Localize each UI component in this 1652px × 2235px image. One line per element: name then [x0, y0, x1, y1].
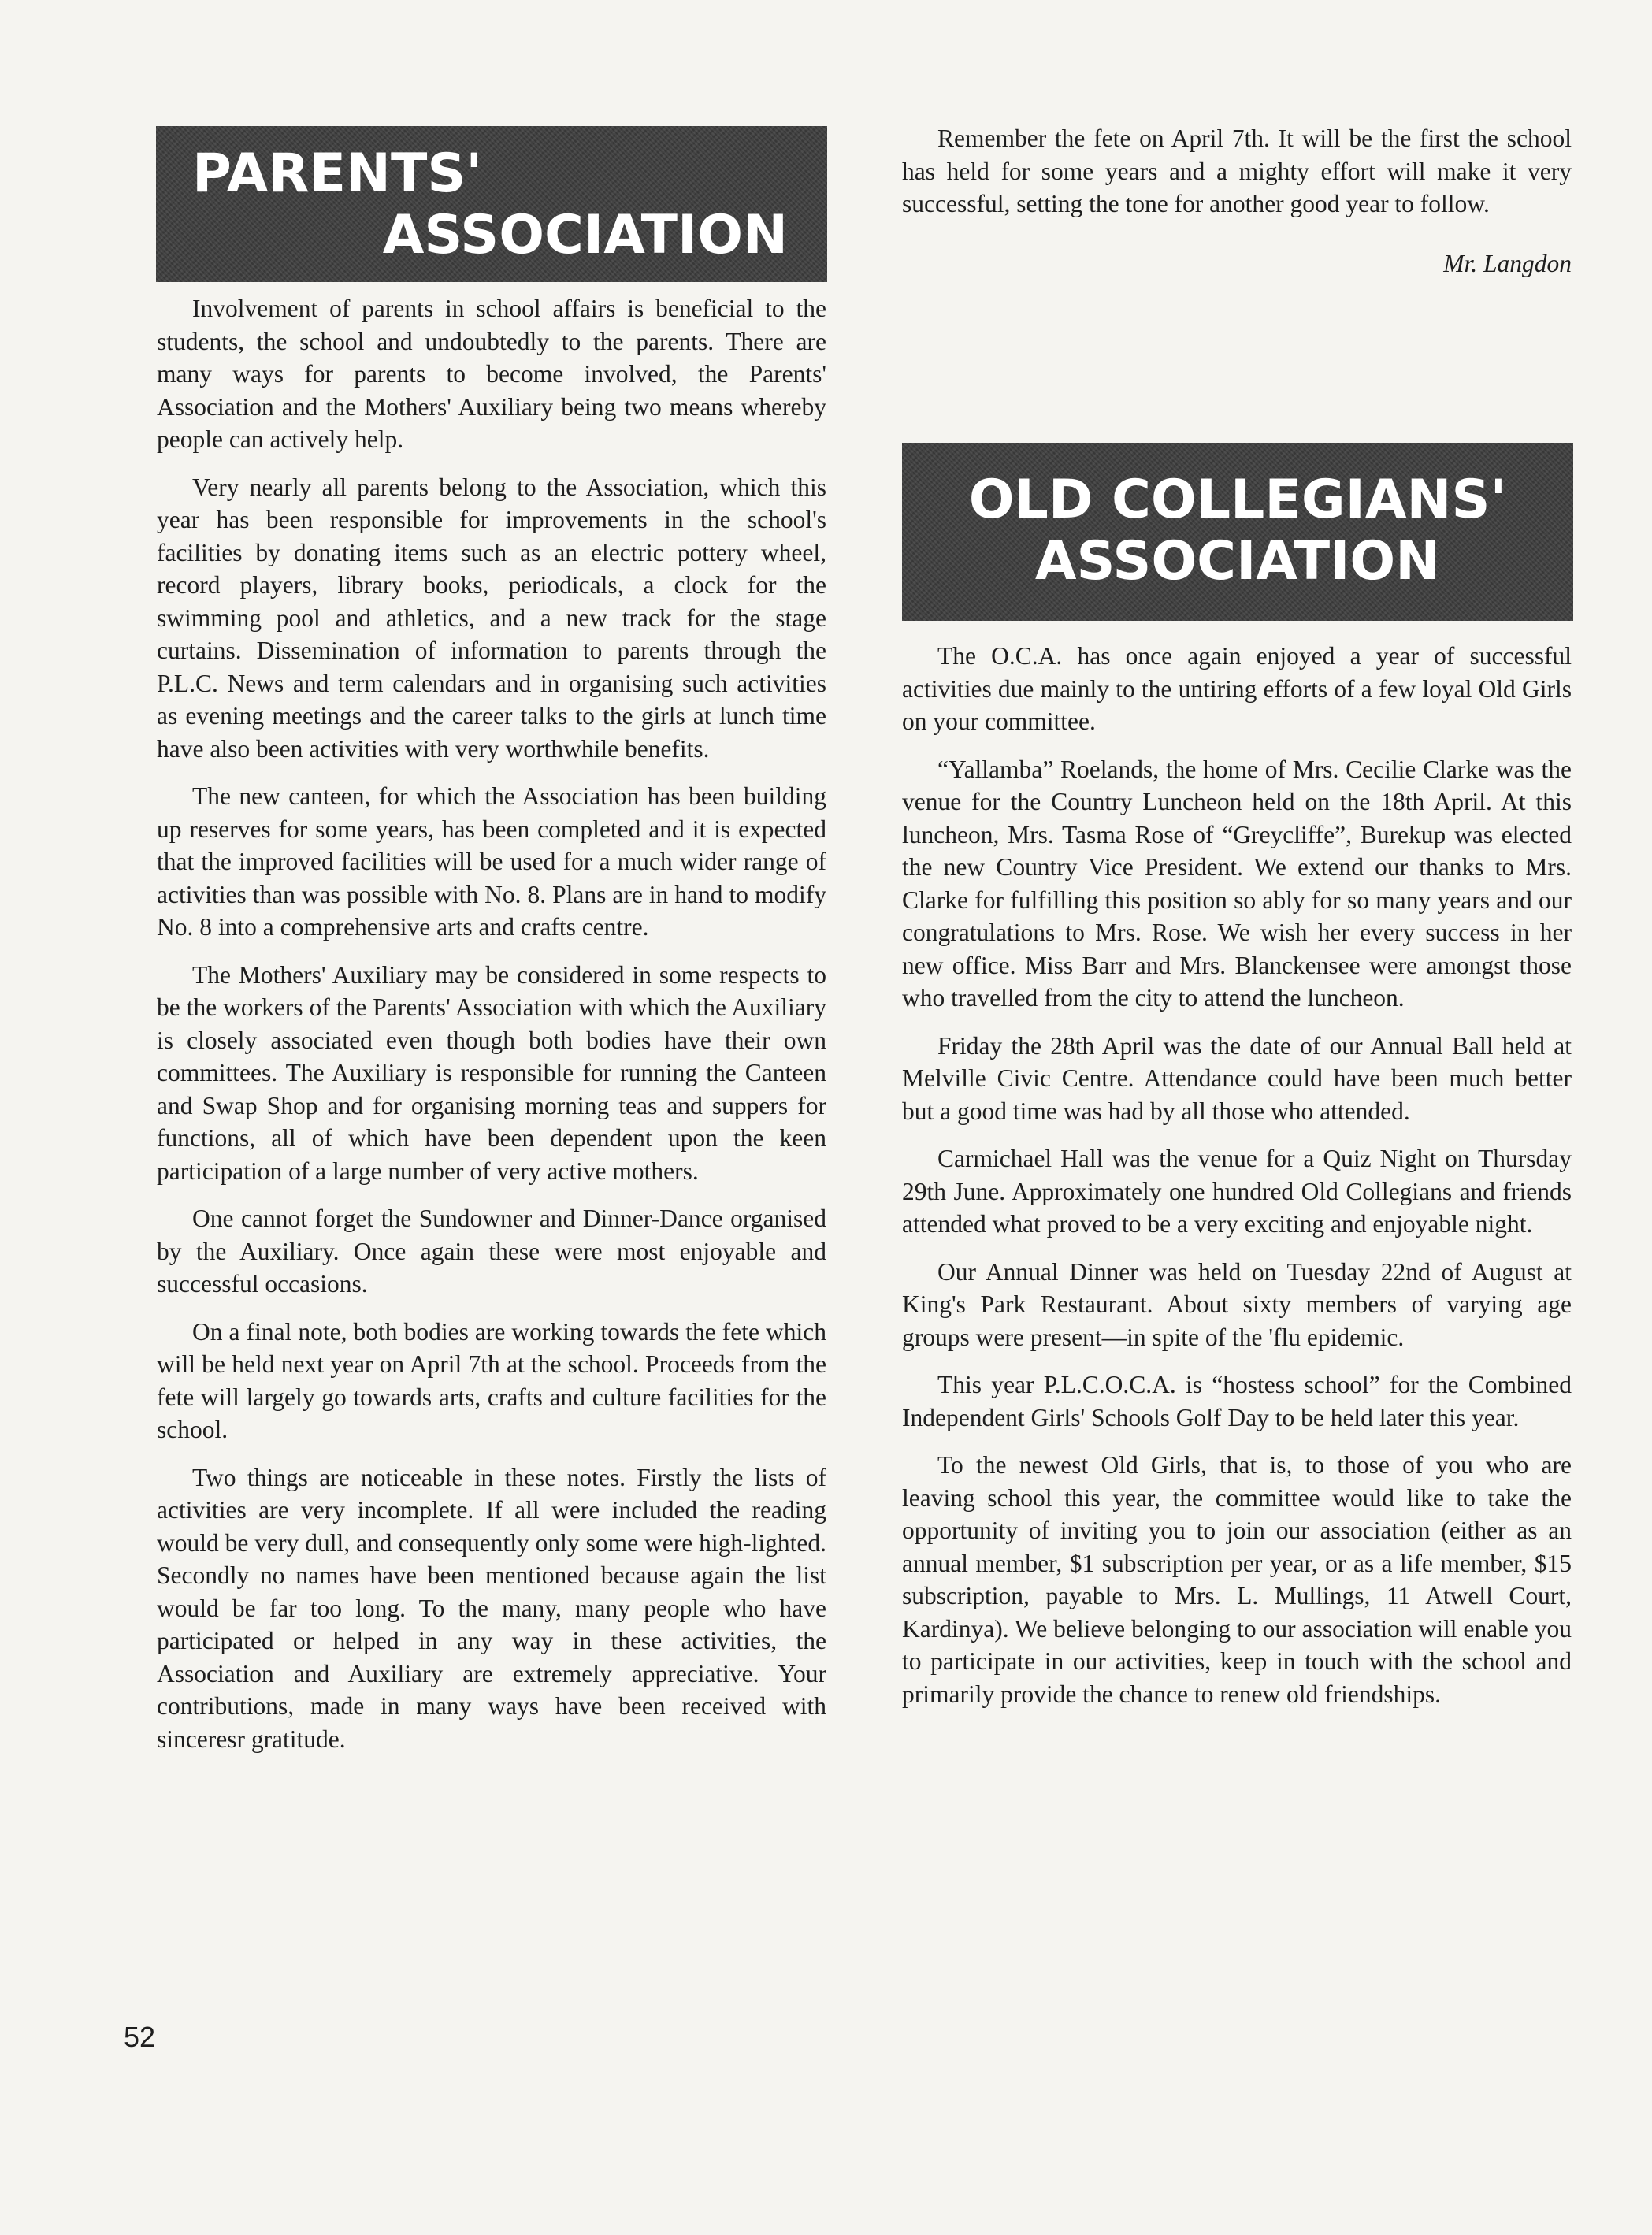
parents-association-body — [157, 292, 826, 1755]
parents-paragraph: Remember the fete on April 7th. It will be the first the school has held for some years and a mighty effort will make it very successful, setting the tone for another good year to follow. — [902, 124, 1572, 217]
parents-heading-line2: ASSOCIATION — [382, 204, 788, 266]
oca-paragraph: To the newest Old Girls, that is, to those of you who are leaving school this year, the committee would like to take the opportunity of inviting you to join our association (either as an annual member, $1 subscription per year, or as a life member, $15 subscription, payable to Mrs. L. Mullings, 11 Atwell Court, Kardinya). We believe belonging to our association will enable you to participate in our activities, keep in touch with the school and primarily provide the chance to renew old friendships. — [902, 1451, 1572, 1708]
parents-paragraph: The Mothers' Auxiliary may be considered in some respects to be the workers of the Parents' Association with which the Auxiliary is closely associated even though both bodies have their own committees. The Auxiliary is responsible for running the Canteen and Swap Shop and for organising morning teas and suppers for functions, all of which have been dependent upon the keen participation of a large number of very active mothers. — [157, 960, 826, 1185]
parents-paragraph: Two things are noticeable in these notes. Firstly the lists of activities are very incomplete. If all were included the reading would be very dull, and consequently only some were high-lighted. Secondly no names have been mentioned because again the list would be far too long. To the many, many people who have participated or helped in any way in these activities, the Association and Auxiliary are extremely appreciative. Your contributions, made in many ways have been received with sinceresr gratitude. — [157, 1463, 826, 1753]
parents-paragraph: The new canteen, for which the Association has been building up reserves for some years, has been completed and it is expected that the improved facilities will be used for a much wider range of activities than was possible with No. 8. Plans are in hand to modify No. 8 into a comprehensive arts and crafts centre. — [157, 782, 826, 941]
parents-association-heading — [156, 126, 827, 282]
oca-paragraph: The O.C.A. has once again enjoyed a year of successful activities due mainly to the untiring efforts of a few loyal Old Girls on your committee. — [902, 642, 1572, 735]
oca-paragraph: Our Annual Dinner was held on Tuesday 22nd of August at King's Park Restaurant. About sixty members of varying age groups were present—in spite of the 'flu epidemic. — [902, 1257, 1572, 1351]
page-number: 52 — [124, 2021, 156, 2053]
oca-paragraph: “Yallamba” Roelands, the home of Mrs. Cecilie Clarke was the venue for the Country Luncheon held on the 18th April. At this luncheon, Mrs. Tasma Rose of “Greycliffe”, Burekup was elected the new Country Vice President. We extend our thanks to Mrs. Clarke for fulfilling this position so ably for so many years and our congratulations to Mrs. Rose. We wish her every success in her new office. Miss Barr and Mrs. Blanckensee were amongst those who travelled from the city to attend the luncheon. — [902, 755, 1572, 1012]
parents-paragraph: One cannot forget the Sundowner and Dinner-Dance organised by the Auxiliary. Once again these were most enjoyable and successful occasions. — [157, 1205, 826, 1298]
old-collegians-body — [902, 640, 1572, 1710]
oca-paragraph: Friday the 28th April was the date of our Annual Ball held at Melville Civic Centre. Attendance could have been much better but a good time was had by all those who attended. — [902, 1031, 1572, 1125]
old-collegians-heading-line2: ASSOCIATION — [1034, 530, 1441, 592]
parents-paragraph: Very nearly all parents belong to the Association, which this year has been responsible for improvements in the school's facilities by donating items such as an electric pottery wheel, record players, library books, periodicals, a clock for the swimming pool and athletics, and a new track for the stage curtains. Dissemination of information to parents through the P.L.C. News and term calendars and in organising such activities as evening meetings and the career talks to the girls at lunch time have also been activities with very worthwhile benefits. — [157, 473, 826, 763]
old-collegians-heading — [902, 443, 1573, 621]
parents-paragraph: Involvement of parents in school affairs is beneficial to the students, the school and undoubtedly to the parents. There are many ways for parents to become involved, the Parents' Association and the Mothers' Auxiliary being two means whereby people can actively help. — [157, 295, 826, 453]
oca-paragraph: This year P.L.C.O.C.A. is “hostess school” for the Combined Independent Girls' Schools Golf Day to be held later this year. — [902, 1371, 1572, 1431]
parents-association-continuation — [902, 122, 1572, 221]
parents-paragraph: On a final note, both bodies are working towards the fete which will be held next year on April 7th at the school. Proceeds from the fete will largely go towards arts, crafts and culture facilities for the school. — [157, 1317, 826, 1443]
oca-paragraph: Carmichael Hall was the venue for a Quiz Night on Thursday 29th June. Approximately one hundred Old Collegians and friends attended what proved to be a very exciting and enjoyable night. — [902, 1145, 1572, 1238]
signature: Mr. Langdon — [1443, 250, 1572, 277]
parents-heading-line1: PARENTS' — [192, 143, 483, 205]
old-collegians-heading-line1: OLD COLLEGIANS' — [968, 469, 1507, 531]
